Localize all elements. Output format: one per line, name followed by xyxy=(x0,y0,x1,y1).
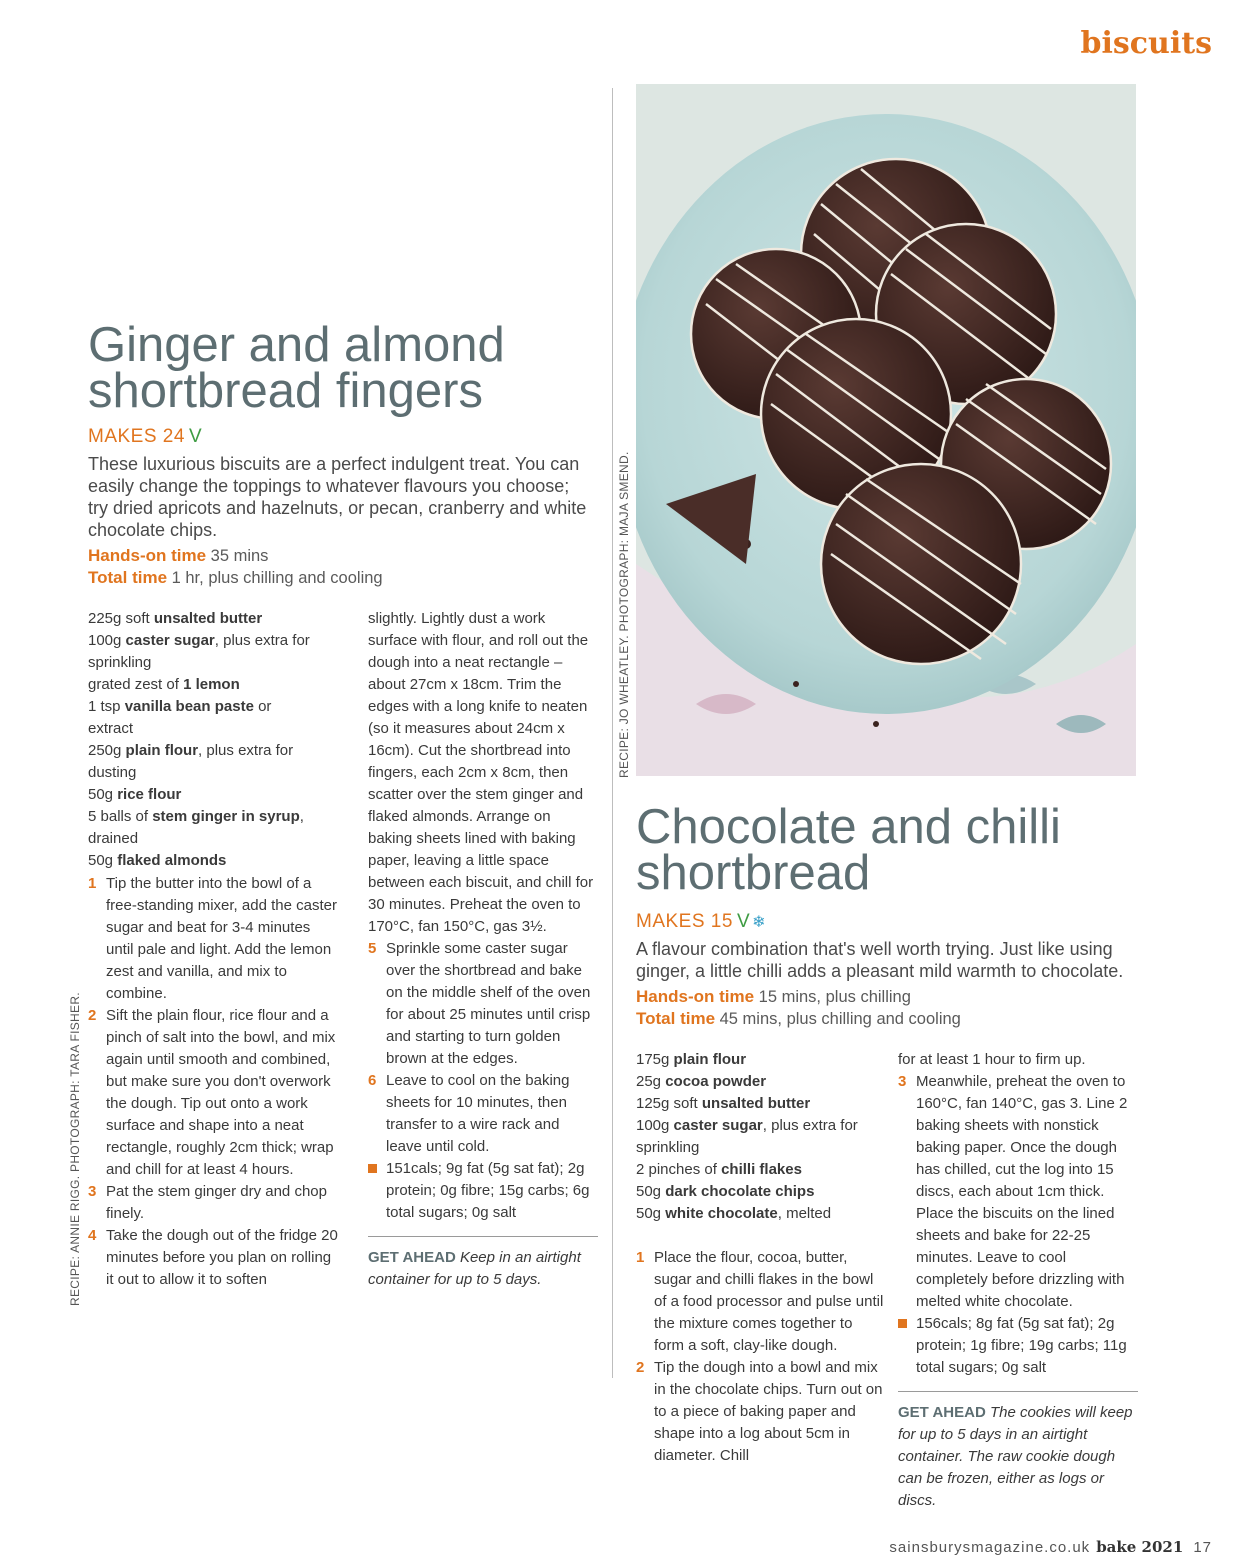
photo-credit: RECIPE: JO WHEATLEY. PHOTOGRAPH: MAJA SMEND. xyxy=(617,451,631,778)
ingredient-bold: rice flour xyxy=(117,786,182,803)
ingredient-post: , drained xyxy=(88,808,304,847)
step-number: 1 xyxy=(636,1249,645,1266)
recipe1-title-line1: Ginger and almond xyxy=(88,318,505,372)
ingredient-pre: 5 balls of xyxy=(88,808,153,825)
vegetarian-icon: V xyxy=(736,911,751,932)
ingredient-bold: cocoa powder xyxy=(665,1073,767,1090)
footer-magazine: bake 2021 xyxy=(1096,1538,1184,1556)
ingredient-item xyxy=(88,850,320,872)
recipe1-hands-on xyxy=(88,545,383,567)
recipe1-method-left xyxy=(88,873,338,1291)
ingredient-item xyxy=(88,806,320,850)
hands-on-value: 15 mins, plus chilling xyxy=(758,988,911,1006)
ingredient-post: , melted xyxy=(777,1205,832,1222)
total-time-value: 1 hr, plus chilling and cooling xyxy=(171,569,383,587)
recipe2-get-ahead-rule xyxy=(898,1391,1138,1392)
ingredient-pre: 25g xyxy=(636,1073,666,1090)
recipe1-makes-text: MAKES 24 xyxy=(88,426,185,447)
ingredient-item xyxy=(636,1049,876,1071)
recipe2-nutrition xyxy=(898,1313,1138,1379)
ingredient-pre: 250g xyxy=(88,742,126,759)
step-text: Place the flour, cocoa, butter, sugar and chilli flakes in the bowl of a food processor and pulse until the mixture comes together to form a soft, clay-like dough. xyxy=(654,1249,884,1354)
ingredient-item xyxy=(636,1159,876,1181)
total-time-label: Total time xyxy=(636,1009,716,1028)
ingredient-post: , plus extra for dusting xyxy=(88,742,294,781)
ingredient-bold: chilli flakes xyxy=(721,1161,802,1178)
ingredient-bold: dark chocolate chips xyxy=(665,1183,815,1200)
method-step xyxy=(636,1247,886,1357)
ingredient-pre: 125g soft xyxy=(636,1095,702,1112)
ingredient-pre: 50g xyxy=(636,1183,666,1200)
recipe1-title xyxy=(88,318,505,418)
method-step xyxy=(368,938,598,1070)
ingredient-bold: caster sugar xyxy=(673,1117,763,1134)
ingredient-pre: 1 tsp xyxy=(88,698,125,715)
step-number: 1 xyxy=(88,875,97,892)
vegetarian-icon: V xyxy=(188,426,203,447)
cookie-photo-illustration xyxy=(636,84,1136,776)
column-divider xyxy=(612,88,613,1378)
step-text: Tip the butter into the bowl of a free-standing mixer, add the caster sugar and beat for 3-4 minutes until pale and light. Add the lemon zest and vanilla, and mix to combine. xyxy=(106,875,337,1002)
cookie-photo xyxy=(636,84,1136,776)
ingredient-bold: unsalted butter xyxy=(153,610,263,627)
recipe2-step2-continued: for at least 1 hour to firm up. xyxy=(898,1051,1086,1068)
step-text: Take the dough out of the fridge 20 minutes before you plan on rolling it out to allow it to soften xyxy=(106,1227,338,1288)
ingredient-item xyxy=(88,696,320,740)
recipe2-get-ahead xyxy=(898,1402,1138,1512)
ingredient-item xyxy=(88,608,320,630)
recipe2-total xyxy=(636,1008,961,1030)
recipe2-timing xyxy=(636,986,961,1030)
recipe1-get-ahead xyxy=(368,1247,598,1291)
get-ahead-label: GET AHEAD xyxy=(898,1404,986,1421)
method-step xyxy=(88,1225,338,1291)
step-number: 6 xyxy=(368,1072,377,1089)
recipe1-total xyxy=(88,567,383,589)
hands-on-value: 35 mins xyxy=(210,547,269,565)
ingredient-item xyxy=(636,1115,876,1159)
ingredient-bold: flaked almonds xyxy=(117,852,227,869)
ingredient-pre: 2 pinches of xyxy=(636,1161,722,1178)
recipe2-nutrition-text: 156cals; 8g fat (5g sat fat); 2g protein; 1g fibre; 19g carbs; 11g total sugars; 0g salt xyxy=(916,1315,1127,1376)
step-text: Tip the dough into a bowl and mix in the chocolate chips. Turn out on to a piece of baking paper and shape into a log about 5cm in diameter. Chill xyxy=(654,1359,883,1464)
step-text: Meanwhile, preheat the oven to 160°C, fan 140°C, gas 3. Line 2 baking sheets with nonstick baking paper. Once the dough has chilled, cut the log into 15 discs, each about 1cm thick. Place the biscuits on the lined sheets and bake for 22-25 minutes. Leave to cool completely before drizzling with melted white chocolate. xyxy=(916,1073,1128,1310)
step-number: 3 xyxy=(898,1073,907,1090)
step-text: Pat the stem ginger dry and chop finely. xyxy=(106,1183,327,1222)
recipe1-nutrition-text: 151cals; 9g fat (5g sat fat); 2g protein; 0g fibre; 15g carbs; 6g total sugars; 0g salt xyxy=(386,1160,590,1221)
get-ahead-text: The cookies will keep for up to 5 days in an airtight container. The raw cookie dough can be frozen, either as logs or discs. xyxy=(898,1404,1133,1509)
page-number: 17 xyxy=(1193,1539,1212,1556)
nutrition-square-icon xyxy=(898,1319,907,1328)
nutrition-square-icon xyxy=(368,1164,377,1173)
ingredient-item xyxy=(636,1071,876,1093)
recipe1-get-ahead-rule xyxy=(368,1236,598,1237)
step-text: Sift the plain flour, rice flour and a pinch of salt into the bowl, and mix again until smooth and combined, but make sure you don't overwork the dough. Tip out onto a work surface and shape into a neat rectangle, roughly 2cm thick; wrap and chill for at least 4 hours. xyxy=(106,1007,336,1178)
method-step xyxy=(636,1357,886,1467)
step-number: 3 xyxy=(88,1183,97,1200)
ingredient-post: , plus extra for sprinkling xyxy=(88,632,310,671)
method-step xyxy=(88,873,338,1005)
ingredient-bold: caster sugar xyxy=(125,632,215,649)
ingredient-bold: vanilla bean paste xyxy=(124,698,254,715)
ingredient-bold: unsalted butter xyxy=(701,1095,811,1112)
ingredient-pre: 50g xyxy=(88,852,118,869)
step-text: Leave to cool on the baking sheets for 10 minutes, then transfer to a wire rack and leave until cold. xyxy=(386,1072,570,1155)
recipe2-makes xyxy=(636,911,766,933)
ingredient-item xyxy=(88,784,320,806)
footer-site: sainsburysmagazine.co.uk xyxy=(889,1539,1091,1556)
ingredient-pre: 225g soft xyxy=(88,610,154,627)
recipe1-intro: These luxurious biscuits are a perfect indulgent treat. You can easily change the toppings to whatever flavours you choose; try dried apricots and hazelnuts, or pecan, cranberry and white chocolate chips. xyxy=(88,454,587,540)
ingredient-item xyxy=(636,1181,876,1203)
ingredient-post: , plus extra for sprinkling xyxy=(636,1117,858,1156)
ingredient-pre: 50g xyxy=(636,1205,666,1222)
ingredient-bold: white chocolate xyxy=(665,1205,778,1222)
recipe1-makes xyxy=(88,426,202,448)
recipe1-ingredients xyxy=(88,608,320,872)
recipe1-credit: RECIPE: ANNIE RIGG. PHOTOGRAPH: TARA FISHER. xyxy=(68,992,82,1306)
step-number: 2 xyxy=(636,1359,645,1376)
total-time-label: Total time xyxy=(88,568,168,587)
section-tag: biscuits xyxy=(1080,26,1212,61)
ingredient-pre: 175g xyxy=(636,1051,674,1068)
freezable-icon: ❄ xyxy=(752,914,767,931)
ingredient-post: or extract xyxy=(88,698,272,737)
recipe2-title-line1: Chocolate and chilli xyxy=(636,800,1061,854)
recipe2-title-line2: shortbread xyxy=(636,846,871,900)
step-number: 4 xyxy=(88,1227,97,1244)
get-ahead-label: GET AHEAD xyxy=(368,1249,456,1266)
recipe2-title xyxy=(636,800,1061,900)
step-number: 5 xyxy=(368,940,377,957)
recipe2-ingredients xyxy=(636,1049,876,1225)
ingredient-bold: plain flour xyxy=(673,1051,747,1068)
ingredient-item xyxy=(88,740,320,784)
ingredient-item xyxy=(88,630,320,674)
ingredient-pre: 100g xyxy=(636,1117,674,1134)
ingredient-bold: 1 lemon xyxy=(183,676,240,693)
page-footer xyxy=(889,1538,1212,1556)
step-text: Sprinkle some caster sugar over the shortbread and bake on the middle shelf of the oven for about 25 minutes until crisp and starting to turn golden brown at the edges. xyxy=(386,940,591,1067)
recipe2-hands-on xyxy=(636,986,961,1008)
ingredient-pre: 50g xyxy=(88,786,118,803)
recipe1-step4-continued: slightly. Lightly dust a work surface with flour, and roll out the dough into a neat rectangle – about 27cm x 18cm. Trim the edges with a long knife to neaten (so it measures about 24cm x 16cm). Cut the shortbread into fingers, each 2cm x 8cm, then scatter over the stem ginger and flaked almonds. Arrange on baking sheets lined with baking paper, leaving a little space between each biscuit, and chill for 30 minutes. Preheat the oven to 170°C, fan 150°C, gas 3½. xyxy=(368,610,594,935)
ingredient-item xyxy=(636,1093,876,1115)
ingredient-item xyxy=(636,1203,876,1225)
recipe2-makes-text: MAKES 15 xyxy=(636,911,733,932)
method-step xyxy=(898,1071,1138,1313)
ingredient-bold: plain flour xyxy=(125,742,199,759)
recipe2-intro: A flavour combination that's well worth trying. Just like using ginger, a little chilli adds a pleasant mild warmth to chocolate. xyxy=(636,939,1124,981)
hands-on-label: Hands-on time xyxy=(636,987,755,1006)
total-time-value: 45 mins, plus chilling and cooling xyxy=(719,1010,961,1028)
step-number: 2 xyxy=(88,1007,97,1024)
method-step xyxy=(88,1005,338,1181)
get-ahead-text: Keep in an airtight container for up to 5 days. xyxy=(368,1249,581,1288)
recipe1-title-line2: shortbread fingers xyxy=(88,364,483,418)
recipe1-method-right xyxy=(368,608,598,1291)
hands-on-label: Hands-on time xyxy=(88,546,207,565)
ingredient-pre: 100g xyxy=(88,632,126,649)
recipe2-method-right xyxy=(898,1049,1138,1512)
method-step xyxy=(368,1070,598,1158)
method-step xyxy=(88,1181,338,1225)
recipe2-steps-right xyxy=(898,1071,1138,1313)
recipe1-timing xyxy=(88,545,383,589)
recipe2-method-left xyxy=(636,1247,886,1467)
ingredient-bold: stem ginger in syrup xyxy=(152,808,300,825)
recipe1-nutrition xyxy=(368,1158,598,1224)
ingredient-pre: grated zest of xyxy=(88,676,184,693)
recipe1-steps-right xyxy=(368,938,598,1158)
ingredient-item xyxy=(88,674,320,696)
